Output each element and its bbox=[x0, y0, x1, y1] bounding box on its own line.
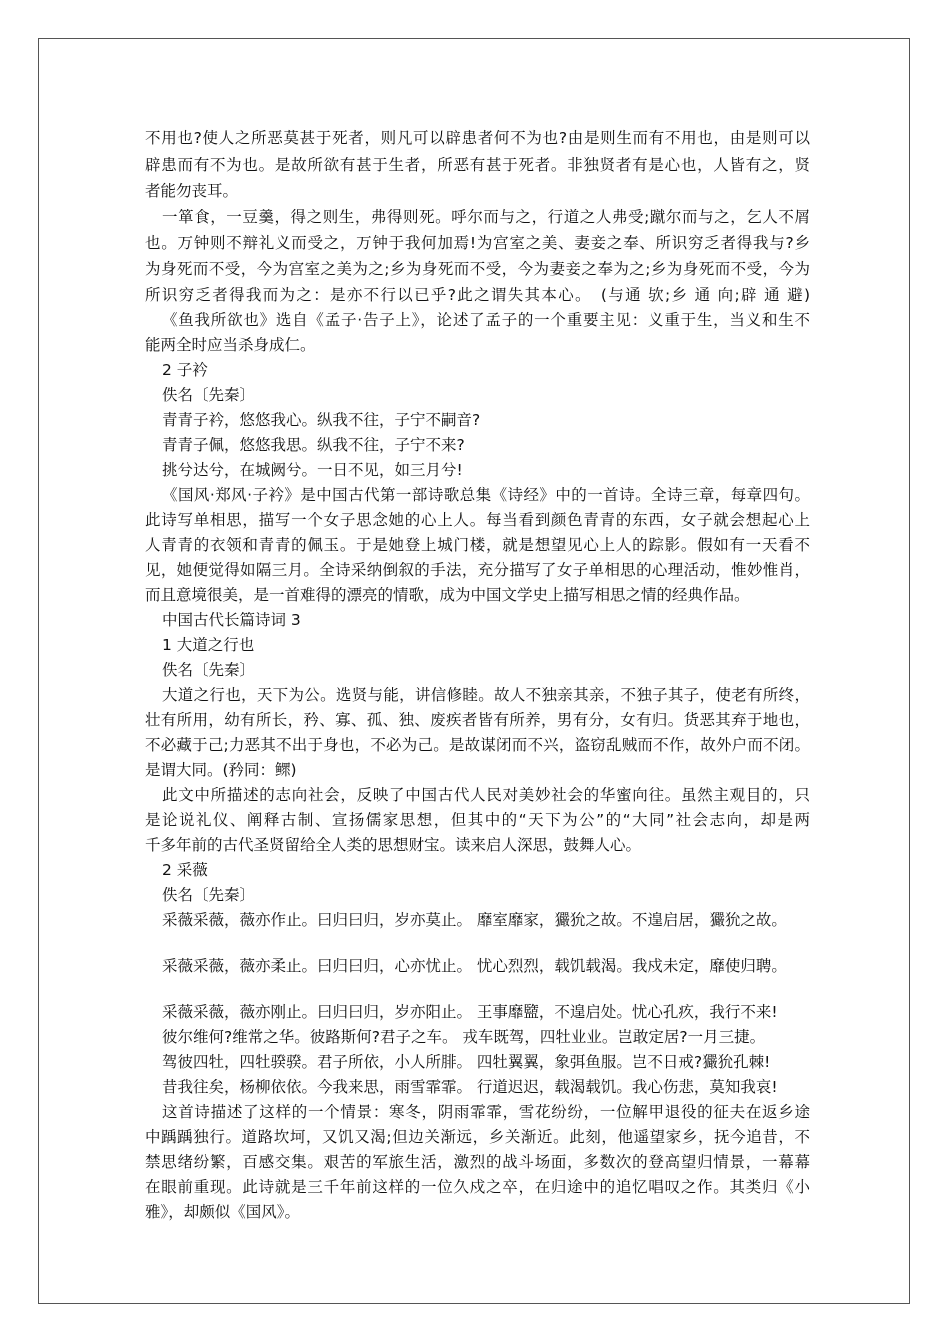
text-line: 所识穷乏者得我而为之：是亦不行以已乎?此之谓失其本心。 (与通 欤;乡 通 向;辟 通 避) bbox=[145, 286, 810, 304]
text-line: 不用也?使人之所恶莫甚于死者，则凡可以辟患者何不为也?由是则生而有不用也，由是则可以 bbox=[145, 129, 810, 147]
section-heading: 1 大道之行也 bbox=[162, 636, 255, 654]
text-line: 雅》，却颇似《国风》。 bbox=[145, 1203, 301, 1221]
text-line: 是论说礼仪、阐释古制、宣扬儒家思想，但其中的“天下为公”的“大同”社会志向，却是两 bbox=[145, 811, 810, 829]
poem-line: 青青子佩，悠悠我思。纵我不往，子宁不来? bbox=[162, 436, 465, 454]
text-line: 这首诗描述了这样的一个情景：寒冬，阴雨霏霏，雪花纷纷，一位解甲退役的征夫在返乡途 bbox=[162, 1103, 810, 1121]
text-line: 辟患而有不为也。是故所欲有甚于生者，所恶有甚于死者。非独贤者有是心也，人皆有之，贤 bbox=[145, 156, 810, 174]
text-line: 中踽踽独行。道路坎坷，又饥又渴;但边关渐远，乡关渐近。此刻，他遥望家乡，抚今追昔，不 bbox=[145, 1128, 810, 1146]
poem-line: 采薇采薇，薇亦作止。曰归曰归，岁亦莫止。 靡室靡家，玁狁之故。不遑启居，玁狁之故。 bbox=[162, 911, 787, 929]
text-line: 《国风·郑风·子衿》是中国古代第一部诗歌总集《诗经》中的一首诗。全诗三章，每章四句。 bbox=[162, 486, 810, 504]
text-line: 此文中所描述的志向社会，反映了中国古代人民对美妙社会的华蜜向往。虽然主观目的，只 bbox=[162, 786, 810, 804]
text-line: 见，她便觉得如隔三月。全诗采纳倒叙的手法，充分描写了女子单相思的心理活动，惟妙惟肖， bbox=[145, 561, 810, 579]
poem-line: 驾彼四牡，四牡骙骙。君子所依，小人所腓。 四牡翼翼，象弭鱼服。岂不日戒?玁狁孔棘! bbox=[162, 1053, 771, 1071]
poem-line: 青青子衿，悠悠我心。纵我不往，子宁不嗣音? bbox=[162, 411, 481, 429]
poem-line: 采薇采薇，薇亦柔止。曰归曰归，心亦忧止。 忧心烈烈，载饥载渴。我戍未定，靡使归聘。 bbox=[162, 957, 787, 975]
text-line: 能两全时应当杀身成仁。 bbox=[145, 336, 316, 354]
poem-line: 彼尔维何?维常之华。彼路斯何?君子之车。 戎车既驾，四牡业业。岂敢定居?一月三捷。 bbox=[162, 1028, 766, 1046]
poem-line: 采薇采薇，薇亦刚止。曰归曰归，岁亦阳止。 王事靡盬，不遑启处。忧心孔疚，我行不来! bbox=[162, 1003, 778, 1021]
text-line: 壮有所用，幼有所长，矜、寡、孤、独、废疾者皆有所养，男有分，女有归。货恶其弃于地也， bbox=[145, 711, 810, 729]
text-line: 是谓大同。(矜同：鳏) bbox=[145, 761, 297, 779]
section-heading: 2 采薇 bbox=[162, 861, 208, 879]
text-line: 千多年前的古代圣贤留给全人类的思想财宝。读来启人深思，鼓舞人心。 bbox=[145, 836, 642, 854]
text-line: 而且意境很美，是一首难得的漂亮的情歌，成为中国文学史上描写相思之情的经典作品。 bbox=[145, 586, 750, 604]
text-line: 此诗写单相思，描写一个女子思念她的心上人。每当看到颜色青青的东西，女子就会想起心上 bbox=[145, 511, 810, 529]
text-line: 为身死而不受，今为宫室之美为之;乡为身死而不受，今为妻妾之奉为之;乡为身死而不受，今为 bbox=[145, 260, 810, 278]
text-line: 者能勿丧耳。 bbox=[145, 182, 239, 200]
text-line: 人青青的衣领和青青的佩玉。于是她登上城门楼，就是想望见心上人的踪影。假如有一天看不 bbox=[145, 536, 810, 554]
text-line: 不必藏于己;力恶其不出于身也，不必为己。是故谋闭而不兴，盗窃乱贼而不作，故外户而不闭。 bbox=[145, 736, 810, 754]
poem-line: 挑兮达兮，在城阙兮。一日不见，如三月兮! bbox=[162, 461, 463, 479]
section-heading: 2 子衿 bbox=[162, 361, 208, 379]
poem-line: 昔我往矣，杨柳依依。今我来思，雨雪霏霏。 行道迟迟，载渴载饥。我心伤悲，莫知我哀! bbox=[162, 1078, 778, 1096]
section-heading: 中国古代长篇诗词 3 bbox=[162, 611, 301, 629]
text-line: 一箪食，一豆羹，得之则生，弗得则死。呼尔而与之，行道之人弗受;蹴尔而与之，乞人不屑 bbox=[162, 208, 810, 226]
author-line: 佚名〔先秦〕 bbox=[162, 886, 256, 904]
text-line: 禁思绪纷繁，百感交集。艰苦的军旅生活，激烈的战斗场面，多数次的登高望归情景，一幕幕 bbox=[145, 1153, 810, 1171]
text-line: 大道之行也，天下为公。选贤与能，讲信修睦。故人不独亲其亲，不独子其子，使老有所终， bbox=[162, 686, 810, 704]
text-line: 在眼前重现。此诗就是三千年前这样的一位久戍之卒，在归途中的追忆唱叹之作。其类归《小 bbox=[145, 1178, 810, 1196]
author-line: 佚名〔先秦〕 bbox=[162, 386, 256, 404]
text-line: 《鱼我所欲也》选自《孟子·告子上》，论述了孟子的一个重要主见：义重于生，当义和生不 bbox=[162, 311, 810, 329]
text-line: 也。万钟则不辩礼义而受之，万钟于我何加焉!为宫室之美、妻妾之奉、所识穷乏者得我与?乡 bbox=[145, 234, 810, 252]
author-line: 佚名〔先秦〕 bbox=[162, 661, 256, 679]
